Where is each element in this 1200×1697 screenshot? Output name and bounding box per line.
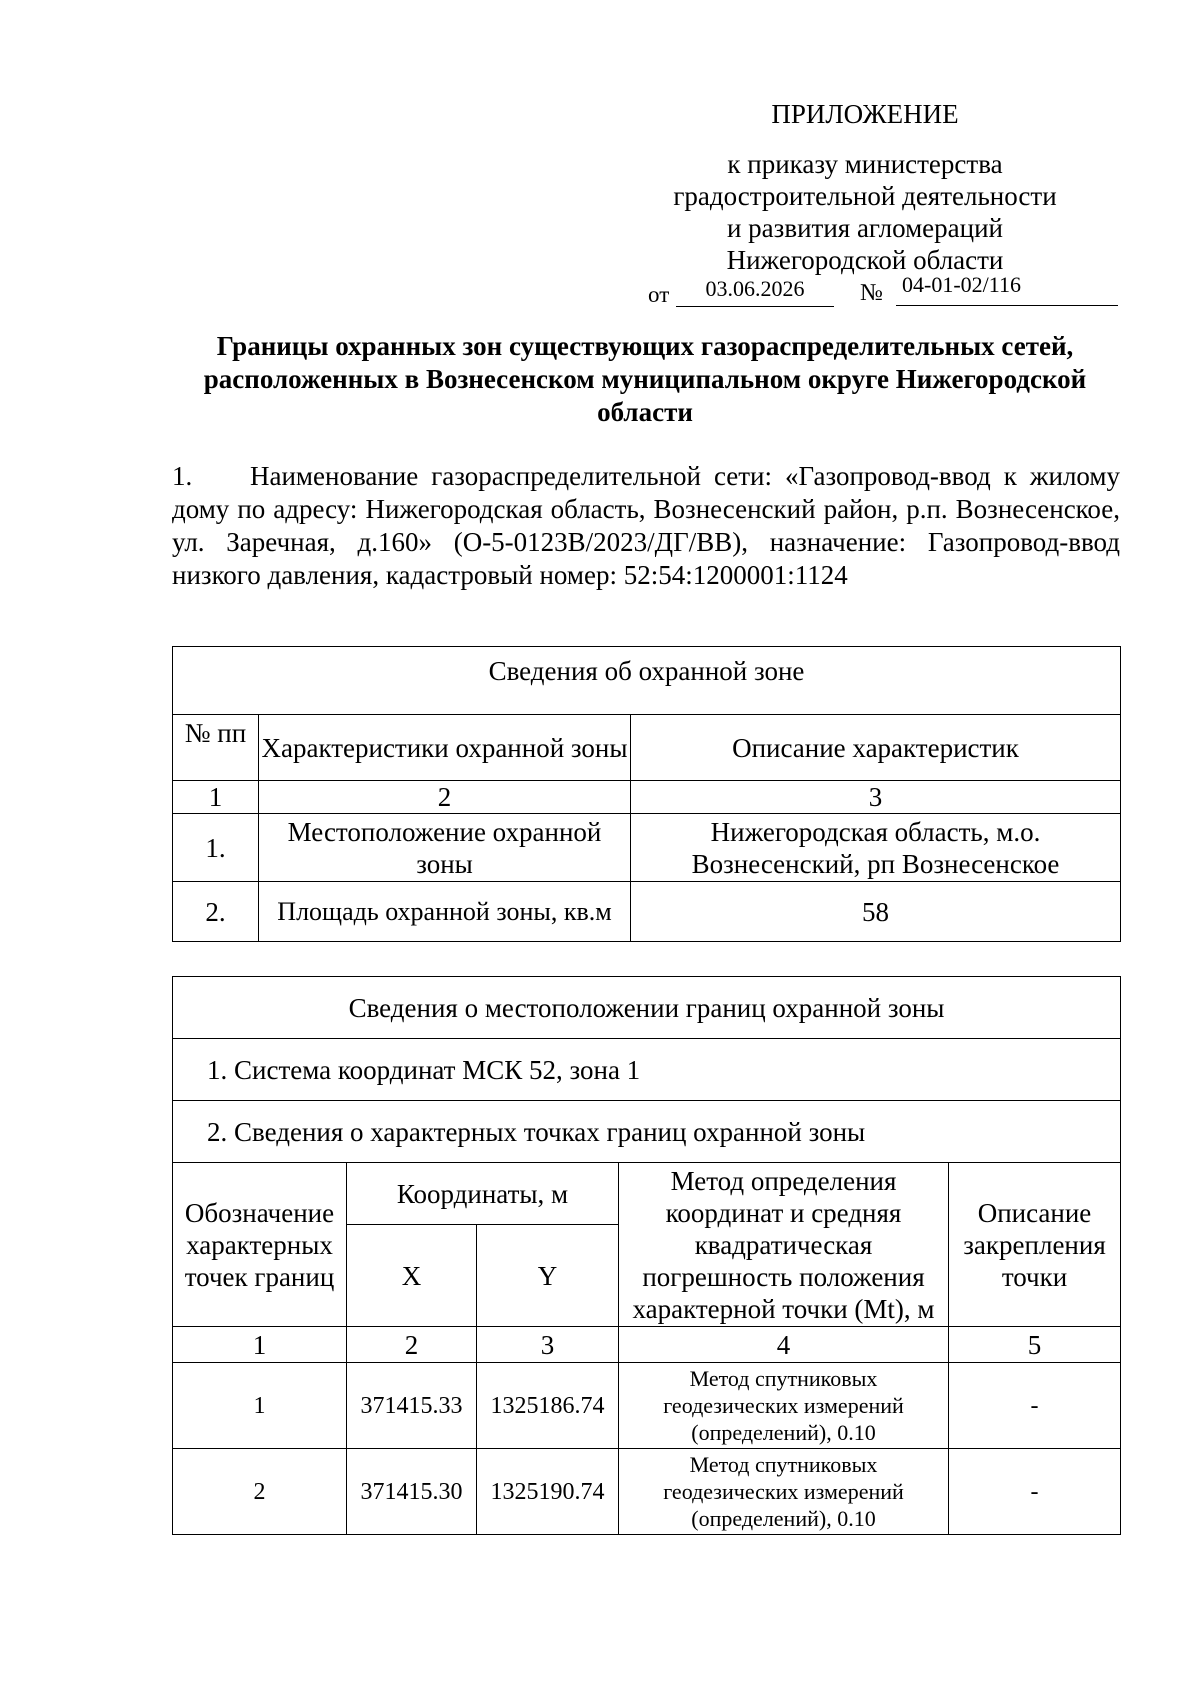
index-cell: 1 — [173, 781, 259, 814]
appendix-line: и развития агломераций — [726, 213, 1003, 243]
table-cell: 2 — [173, 1449, 347, 1535]
header-cell: Характеристики охранной зоны — [259, 715, 631, 781]
coordinate-system: 1. Система координат МСК 52, зона 1 — [173, 1039, 1121, 1101]
appendix-line: градостроительной деятельности — [673, 181, 1057, 211]
table-row — [173, 1449, 1121, 1535]
table-cell: 1325186.74 — [477, 1363, 619, 1449]
appendix-lines — [640, 148, 1090, 276]
order-number: 04-01-02/116 — [896, 272, 1118, 306]
table-cell: 1 — [173, 1363, 347, 1449]
table-row — [173, 882, 1121, 942]
table-row — [173, 1363, 1121, 1449]
points-section-title: 2. Сведения о характерных точках границ охранной зоны — [173, 1101, 1121, 1163]
table-cell: 1. — [173, 814, 259, 882]
table-cell: 1325190.74 — [477, 1449, 619, 1535]
header-cell: Координаты, м — [347, 1163, 619, 1225]
number-label: № — [860, 280, 883, 306]
index-cell: 2 — [259, 781, 631, 814]
table-row — [173, 814, 1121, 882]
header-cell: № пп — [173, 715, 259, 781]
index-cell: 5 — [949, 1327, 1121, 1363]
header-cell: Y — [477, 1225, 619, 1327]
header-cell: X — [347, 1225, 477, 1327]
header-cell: Описание закрепления точки — [949, 1163, 1121, 1327]
table-cell: 371415.30 — [347, 1449, 477, 1535]
index-cell: 3 — [631, 781, 1121, 814]
points-table — [172, 976, 1121, 1535]
table-cell: Нижегородская область, м.о. Вознесенский, рп Вознесенское — [631, 814, 1121, 882]
index-cell: 4 — [619, 1327, 949, 1363]
header-cell: Метод определения координат и средняя квадратическая погрешность положения характерной точки (Mt), м — [619, 1163, 949, 1327]
appendix-line: к приказу министерства — [727, 149, 1003, 179]
table-cell: 58 — [631, 882, 1121, 942]
table-cell: - — [949, 1363, 1121, 1449]
table-cell: Метод спутниковых геодезических измерений (определений), 0.10 — [619, 1363, 949, 1449]
index-cell: 2 — [347, 1327, 477, 1363]
index-cell: 1 — [173, 1327, 347, 1363]
table-cell: Метод спутниковых геодезических измерений (определений), 0.10 — [619, 1449, 949, 1535]
from-label: от — [648, 282, 670, 307]
header-cell: Обозначение характерных точек границ — [173, 1163, 347, 1327]
network-description — [172, 460, 1120, 592]
table-cell: - — [949, 1449, 1121, 1535]
document-title: Границы охранных зон существующих газораспределительных сетей, расположенных в Вознесенском муниципальном округе Нижегородской области — [203, 331, 1087, 427]
order-date: 03.06.2026 — [676, 276, 834, 307]
table-cell: Местоположение охранной зоны — [259, 814, 631, 882]
index-cell: 3 — [477, 1327, 619, 1363]
table-caption: Сведения о местоположении границ охранной зоны — [173, 977, 1121, 1039]
table-cell: 371415.33 — [347, 1363, 477, 1449]
zone-info-table — [172, 646, 1121, 942]
table-caption: Сведения об охранной зоне — [173, 647, 1121, 715]
item-text: Наименование газораспределительной сети: «Газопровод-ввод к жилому дому по адресу: Нижегородская область, Вознесенский район, р.п. Вознесенское, ул. Заречная, д.160» (О-5-0123В/2023/ДГ/ВВ), назначение: Газопровод-ввод низкого давления, кадастровый номер: 52:54:1200001:1124 — [172, 461, 1120, 590]
item-number: 1. — [172, 461, 193, 491]
table-cell: 2. — [173, 882, 259, 942]
appendix-title: ПРИЛОЖЕНИЕ — [771, 99, 959, 129]
appendix-line: Нижегородской области — [726, 245, 1004, 275]
order-reference — [648, 272, 1118, 312]
table-cell: Площадь охранной зоны, кв.м — [259, 882, 631, 942]
header-cell: Описание характеристик — [631, 715, 1121, 781]
